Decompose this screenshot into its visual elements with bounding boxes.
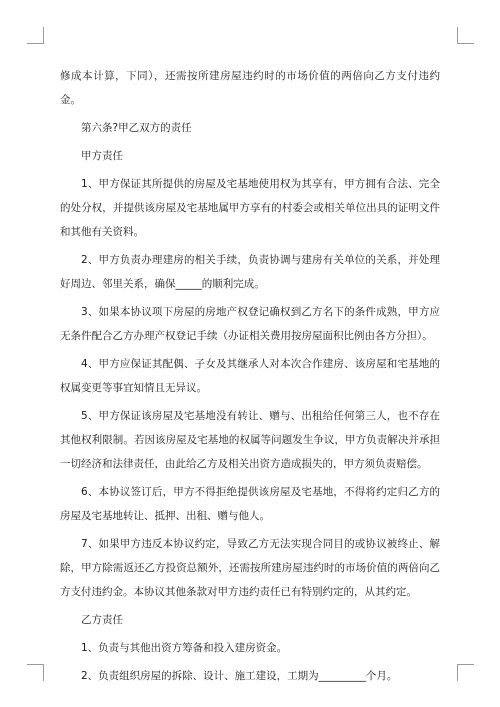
section-heading-party-a: 甲方责任	[81, 150, 123, 162]
crop-mark-bottom-right	[457, 664, 474, 681]
crop-mark-top-right	[457, 27, 474, 44]
paragraph-continuation: 修成本计算，下同），还需按所建房屋违约时的市场价值的两倍向乙方支付违约金。	[60, 70, 440, 106]
party-a-clause-7: 7、如果甲方违反本协议约定，导致乙方无法实现合同目的或协议被终止、解除，甲方除需返还乙方投资总额外，还需按所建房屋违约时的市场价值的两倍向乙方支付违约金。本协议其他条款对甲方违约责任已有特别约定的，从其约定。	[60, 538, 440, 598]
party-a-clause-5: 5、甲方保证该房屋及宅基地没有转让、赠与、出租给任何第三人，也不存在其他权利限制。若因该房屋及宅基地的权属等问题发生争议，甲方负责解决并承担一切经济和法律责任，由此给乙方及相关出资方造成损失的，甲方须负责赔偿。	[60, 410, 440, 470]
party-b-clause-1: 1、负责与其他出资方筹备和投入建房资金。	[81, 642, 288, 654]
crop-mark-top-left	[27, 27, 44, 44]
party-a-clause-6: 6、本协议签订后，甲方不得拒绝提供该房屋及宅基地，不得将约定归乙方的房屋及宅基地转让、抵押、出租、赠与他人。	[60, 486, 440, 522]
party-b-clause-2: 2、负责组织房屋的拆除、设计、施工建设，工期为_________个月。	[81, 670, 398, 682]
document-body	[60, 64, 440, 688]
party-a-clause-1: 1、甲方保证其所提供的房屋及宅基地使用权为其享有，甲方拥有合法、完全的处分权，并提供该房屋及宅基地属甲方享有的村委会或相关单位出具的证明文件和其他有关资料。	[60, 178, 440, 238]
article-heading: 第六条?甲乙双方的责任	[81, 122, 192, 134]
party-a-clause-2: 2、甲方负责办理建房的相关手续，负责协调与建房有关单位的关系，并处理好周边、邻里关系，确保_____的顺利完成。	[60, 254, 440, 290]
party-a-clause-4: 4、甲方应保证其配偶、子女及其继承人对本次合作建房、该房屋和宅基地的权属变更等事宜知情且无异议。	[60, 358, 440, 394]
party-a-clause-3: 3、如果本协议项下房屋的房地产权登记确权到乙方名下的条件成熟，甲方应无条件配合乙方办理产权登记手续（办证相关费用按房屋面积比例由各方分担）。	[60, 306, 440, 342]
crop-mark-bottom-left	[27, 664, 44, 681]
section-heading-party-b: 乙方责任	[81, 614, 123, 626]
